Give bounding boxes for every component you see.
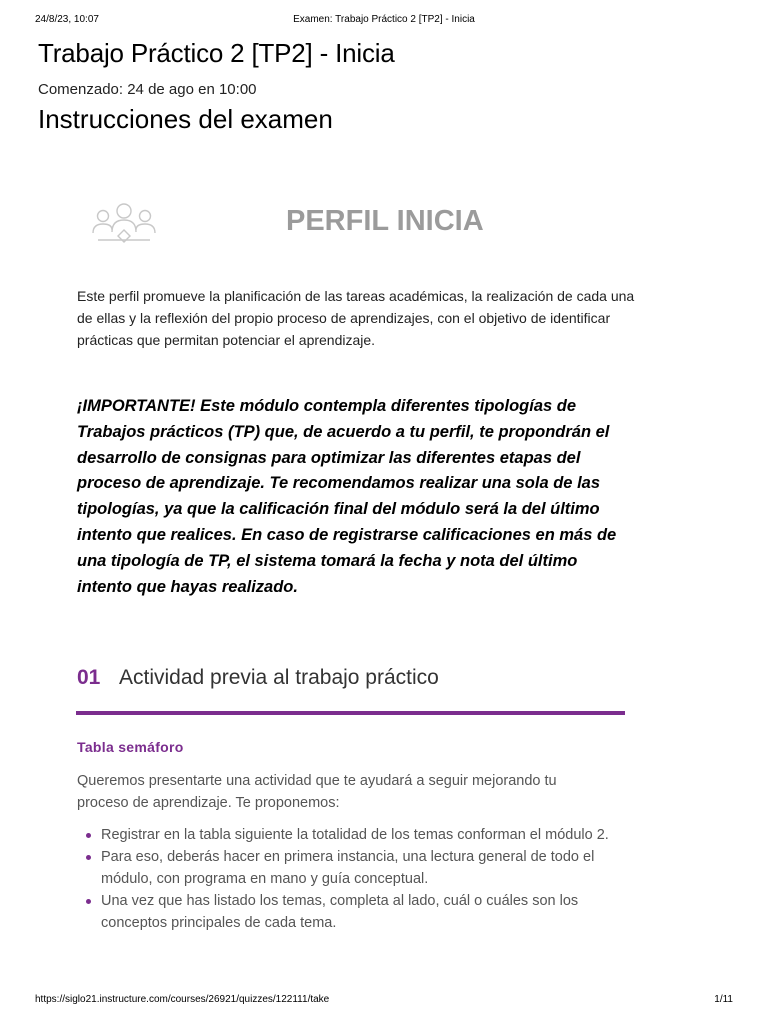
print-header [35, 14, 733, 28]
intro-paragraph: Este perfil promueve la planificación de las tareas académicas, la realización de cada una de ellas y la reflexión del propio proceso de aprendizajes, con el objetivo de identificar prácticas que permitan potenciar el aprendizaje. [77, 288, 635, 348]
print-datetime: 24/8/23, 10:07 [35, 14, 99, 25]
people-group-icon [88, 198, 160, 250]
bullet-dot-icon [86, 833, 91, 838]
activity-subtitle: Tabla semáforo [77, 739, 184, 755]
page-url: https://siglo21.instructure.com/courses/26921/quizzes/122111/take [35, 994, 330, 1005]
section-heading: Instrucciones del examen [38, 104, 333, 134]
list-item [77, 846, 617, 890]
profile-title: PERFIL INICIA [286, 205, 484, 237]
print-doc-title: Examen: Trabajo Práctico 2 [TP2] - Inicia [293, 14, 475, 25]
activity-paragraph: Queremos presentarte una actividad que te ayudará a seguir mejorando tu proceso de aprendizaje. Te proponemos: [77, 773, 557, 811]
list-item [77, 824, 617, 846]
activity-number: 01 [77, 666, 101, 689]
list-item-text: Para eso, deberás hacer en primera instancia, una lectura general de todo el módulo, con programa en mano y guía conceptual. [101, 849, 595, 887]
important-notice: ¡IMPORTANTE! Este módulo contempla diferentes tipologías de Trabajos prácticos (TP) que, de acuerdo a tu perfil, te propondrán el desarrollo de consignas para optimizar las diferentes etapas del proceso de aprendizaje. Te recomendamos realizar una sola de las tipologías, ya que la calificación final del módulo será la del último intento que realices. En caso de registrarse calificaciones en más de una tipología de TP, el sistema tomará la fecha y nota del último intento que hayas realizado. [77, 397, 617, 596]
activity-title: Actividad previa al trabajo práctico [119, 666, 439, 689]
activity-heading [77, 666, 625, 690]
bullet-dot-icon [86, 899, 91, 904]
print-footer [35, 994, 733, 1008]
activity-divider [76, 711, 625, 715]
page-number: 1/11 [714, 994, 733, 1005]
started-timestamp: Comenzado: 24 de ago en 10:00 [38, 81, 257, 98]
bullet-dot-icon [86, 855, 91, 860]
activity-bullet-list [77, 824, 617, 934]
list-item-text: Una vez que has listado los temas, completa al lado, cuál o cuáles son los conceptos principales de cada tema. [101, 893, 579, 931]
list-item [77, 890, 617, 934]
page-title: Trabajo Práctico 2 [TP2] - Inicia [38, 38, 395, 68]
list-item-text: Registrar en la tabla siguiente la totalidad de los temas conforman el módulo 2. [101, 827, 609, 843]
